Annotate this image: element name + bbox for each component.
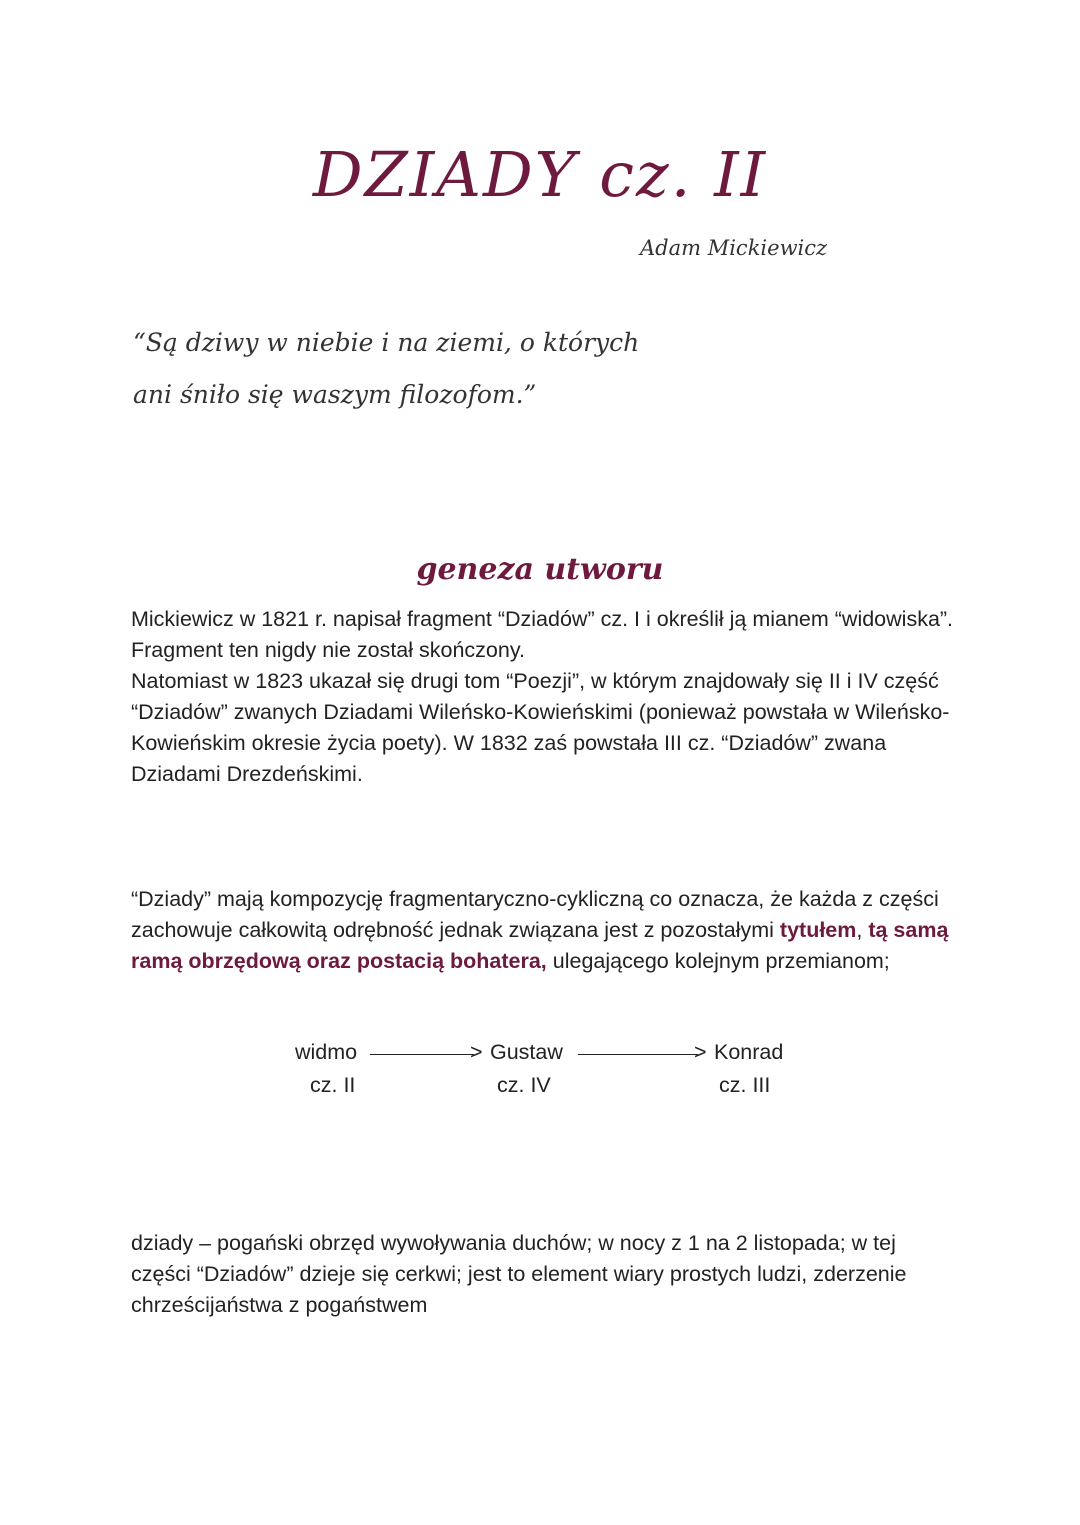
genesis-text-2: Natomiast w 1823 ukazał się drugi tom “Poezji”, w którym znajdowały się II i IV część “Dziadów” zwanych Dziadami Wileńsko-Kowieńskimi (ponieważ powstała w Wileńsko-Kowieńskim okresie życia poety). W 1832 zaś powstała III cz. “Dziadów” zwana Dziadami Drezdeńskimi.	[131, 669, 950, 786]
arrow-head-1: >	[470, 1040, 483, 1064]
composition-comma: ,	[856, 918, 869, 942]
flow-node-widmo: widmo	[295, 1040, 358, 1064]
genesis-paragraph	[131, 604, 961, 790]
flow-part-gustaw: cz. IV	[497, 1073, 551, 1097]
emphasis-title: tytułem	[779, 918, 857, 942]
definition-paragraph	[131, 1228, 961, 1321]
quote-line-2: ani śniło się waszym filozofom.”	[133, 380, 537, 409]
definition-text: dziady – pogański obrzęd wywoływania duchów; w nocy z 1 na 2 listopada; w tej części “Dziadów” dzieje się cerkwi; jest to element wiary prostych ludzi, zderzenie chrześcijaństwa z pogaństwem	[131, 1231, 907, 1317]
composition-text: “Dziady” mają kompozycję fragmentaryczno-cykliczną co oznacza, że każda z części zachowuje całkowitą odrębność jednak związana jest z pozostałymi	[131, 887, 939, 942]
flow-part-konrad: cz. III	[719, 1073, 771, 1097]
arrow-head-2: >	[694, 1040, 707, 1064]
quote-line-1: “Są dziwy w niebie i na ziemi, o których	[133, 328, 640, 357]
flow-node-gustaw: Gustaw	[490, 1040, 563, 1064]
section-heading-genesis: geneza utworu	[416, 552, 664, 587]
flow-part-widmo: cz. II	[310, 1073, 356, 1097]
composition-paragraph	[131, 884, 961, 977]
page-title: DZIADY cz. II	[312, 138, 768, 211]
composition-text-end: ulegającego kolejnym przemianom;	[546, 949, 890, 973]
genesis-text-1: Mickiewicz w 1821 r. napisał fragment “Dziadów” cz. I i określił ją mianem “widowiska”. Fragment ten nigdy nie został skończony.	[131, 607, 954, 662]
flow-node-konrad: Konrad	[714, 1040, 784, 1064]
arrow-line-1	[370, 1054, 474, 1055]
emphasis-frame-hero: tą samą ramą obrzędową oraz postacią bohatera,	[131, 918, 949, 973]
arrow-line-2	[578, 1054, 698, 1055]
author-name: Adam Mickiewicz	[640, 236, 828, 260]
